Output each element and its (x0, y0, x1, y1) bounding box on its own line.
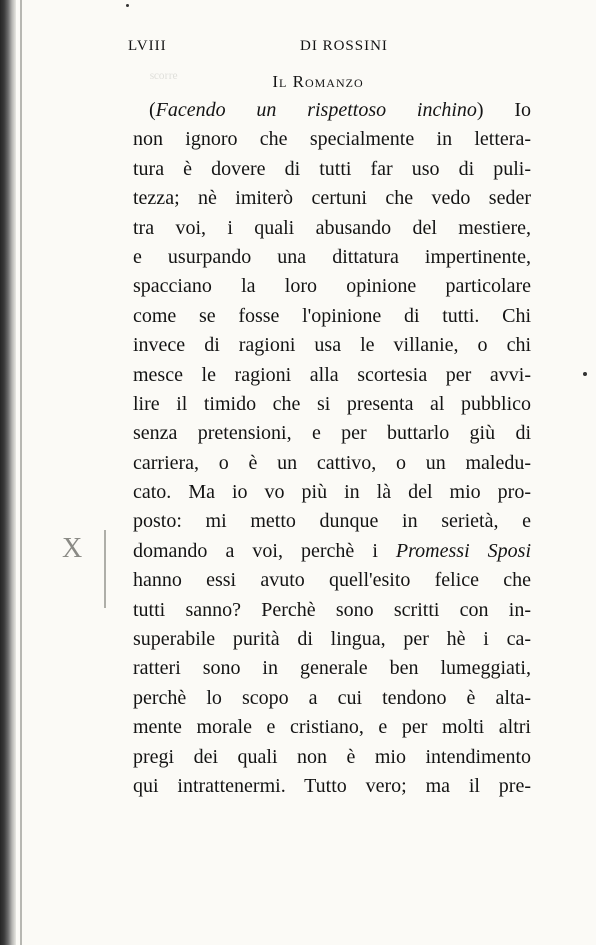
text-run: tura è dovere di tutti far uso di puli- (133, 157, 531, 180)
text-run: ( (149, 99, 156, 121)
text-run: ratteri sono in generale ben lumeggiati, (133, 657, 531, 680)
text-line (133, 566, 531, 595)
text-run: cato. Ma io vo più in là del mio pro- (133, 481, 531, 504)
margin-x-mark: X (62, 533, 83, 564)
running-title: DI ROSSINI (300, 38, 388, 54)
text-run: come se fosse l'opinione di tutti. Chi (133, 304, 531, 327)
text-line (133, 155, 531, 184)
gutter-line (20, 0, 22, 945)
text-line (133, 507, 531, 536)
italic-text-run: Facendo un rispettoso inchino (155, 99, 477, 121)
text-run: hanno essi avuto quell'esito felice che (133, 569, 531, 592)
text-line (133, 478, 531, 507)
text-run: spacciano la loro opinione particolare (133, 275, 531, 298)
text-run: e usurpando una dittatura impertinente, (133, 245, 531, 268)
italic-text-run: Promessi Sposi (395, 539, 532, 562)
text-line (133, 214, 531, 243)
text-line (133, 537, 531, 566)
text-run: ) Io (476, 99, 531, 121)
text-run: tra voi, i quali abusando del mestiere, (133, 216, 531, 239)
text-run: perchè lo scopo a cui tendono è alta- (133, 686, 531, 709)
text-run: tutti sanno? Perchè sono scritti con in- (133, 598, 531, 621)
text-line (133, 184, 531, 213)
text-run: lire il timido che si presenta al pubblico (133, 392, 531, 415)
text-line (133, 125, 531, 154)
text-run: posto: mi metto dunque in serietà, e (133, 510, 531, 533)
text-line (133, 243, 531, 272)
body-text (133, 96, 531, 801)
text-line (133, 743, 531, 772)
bleed-through-text: ˢᶜᵒʳʳᵉ (150, 68, 178, 89)
text-line (133, 361, 531, 390)
text-run: senza pretensioni, e per buttarlo giù di (133, 422, 531, 445)
text-run: non ignoro che specialmente in lettera- (133, 128, 531, 151)
text-line (133, 419, 531, 448)
text-run: tezza; nè imiterò certuni che vedo seder (133, 187, 531, 210)
text-line (133, 684, 531, 713)
text-line (133, 654, 531, 683)
text-line (133, 596, 531, 625)
text-line (133, 772, 531, 801)
text-line (133, 713, 531, 742)
text-line (133, 96, 531, 125)
text-line (133, 390, 531, 419)
text-run: invece di ragioni usa le villanie, o chi (133, 334, 531, 357)
book-binding-shadow (0, 0, 16, 945)
text-run: mente morale e cristiano, e per molti altri (133, 716, 531, 739)
text-line (133, 331, 531, 360)
text-line (133, 272, 531, 301)
ink-speck (126, 4, 129, 7)
text-run: superabile purità di lingua, per hè i ca- (133, 628, 531, 651)
text-run: mesce le ragioni alla scortesia per avvi- (133, 363, 531, 386)
text-run: carriera, o è un cattivo, o un maledu- (133, 451, 531, 474)
page-number: LVIII (128, 38, 167, 54)
running-head (128, 38, 528, 58)
section-title: Il Romanzo (272, 72, 364, 91)
text-run: domando a voi, perchè i (133, 539, 396, 562)
text-line (133, 302, 531, 331)
ink-speck (583, 372, 587, 376)
text-line (133, 625, 531, 654)
text-run: qui intrattenermi. Tutto vero; ma il pre- (133, 774, 531, 797)
text-run: pregi dei quali non è mio intendimento (133, 745, 531, 768)
text-line (133, 449, 531, 478)
margin-pencil-line (104, 530, 106, 608)
